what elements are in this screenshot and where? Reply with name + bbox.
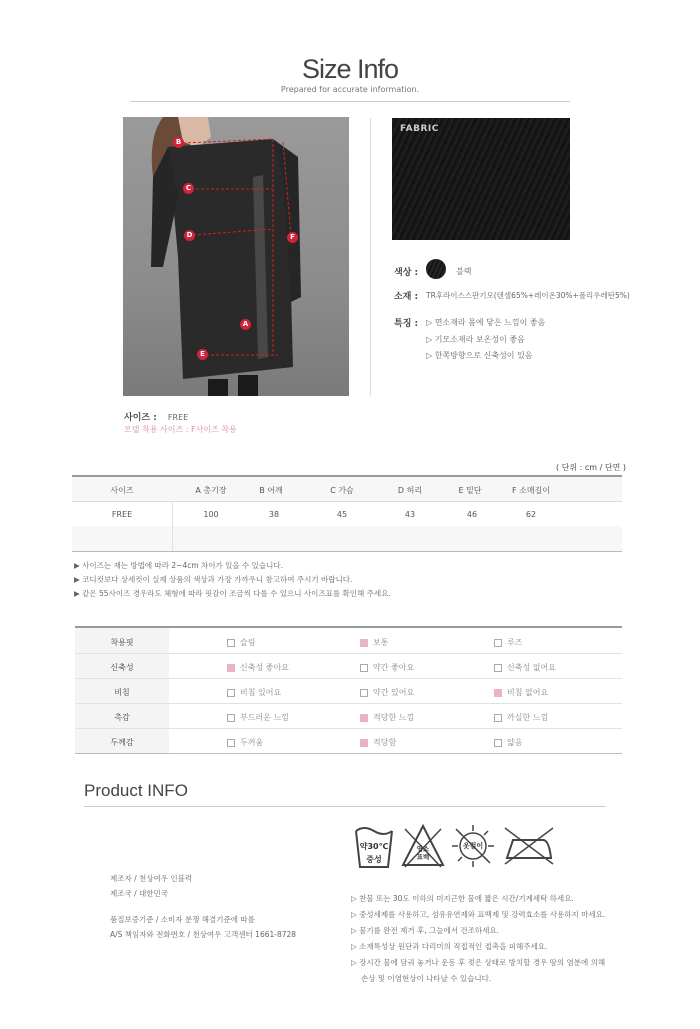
- fit-row-label: 두께감: [110, 738, 134, 747]
- size-header: F 소매길이: [511, 486, 551, 495]
- marker-a: A: [240, 319, 251, 330]
- checkbox-checked[interactable]: [360, 639, 368, 647]
- size-table-col-divider: [172, 501, 173, 551]
- fit-option[interactable]: 까실한 느낌: [494, 712, 548, 723]
- marker-c: C: [183, 183, 194, 194]
- fit-option[interactable]: 보통: [360, 637, 388, 648]
- checkbox-checked[interactable]: [494, 689, 502, 697]
- size-line: [124, 405, 188, 424]
- checkbox[interactable]: [227, 689, 235, 697]
- fit-option[interactable]: 적당한 느낌: [360, 712, 414, 723]
- model-illustration: [123, 117, 349, 396]
- size-header: 사이즈: [110, 486, 134, 495]
- care-note: ▷ 장시간 물에 담궈 놓거나 운동 후 젖은 상태로 방치할 경우 땀의 염분에 의해: [351, 958, 606, 967]
- checkbox-checked[interactable]: [360, 739, 368, 747]
- color-value: 블랙: [456, 267, 472, 276]
- fit-option[interactable]: 비침 없어요: [494, 687, 548, 698]
- size-header: E 밑단: [458, 486, 482, 495]
- product-info-line: 품질보증기준 / 소비자 분쟁 해결기준에 따름: [110, 915, 255, 924]
- fit-option[interactable]: 루즈: [494, 637, 522, 648]
- feature-label: 특징 :: [394, 319, 419, 329]
- note-item: ▶ 사이즈는 재는 방법에 따라 2~4cm 차이가 있을 수 있습니다.: [74, 561, 284, 570]
- no-bleach-icon: [401, 823, 445, 869]
- fit-option[interactable]: 두꺼움: [227, 737, 263, 748]
- checkbox-checked[interactable]: [360, 714, 368, 722]
- fabric-label: FABRIC: [400, 124, 439, 134]
- size-header: D 허리: [397, 486, 423, 495]
- material-value: TR후라이스스판기모(텐셀65%+레이온30%+폴리우레탄5%): [426, 291, 630, 300]
- feature-item: ▷ 면소재라 몸에 닿은 느낌이 좋음: [426, 318, 546, 327]
- care-note: 손상 및 이염현상이 나타날 수 있습니다.: [361, 974, 492, 983]
- size-header: C 가슴: [330, 486, 354, 495]
- size-cell: FREE: [111, 510, 133, 519]
- size-cell: 38: [268, 510, 280, 519]
- fit-row-label: 촉감: [114, 713, 130, 722]
- fit-row-divider: [75, 653, 622, 654]
- fit-option[interactable]: 얇음: [494, 737, 522, 748]
- care-note: ▷ 중성세제를 사용하고, 섬유유연제와 표백제 및 강력효소를 사용하지 마세요.: [351, 910, 606, 919]
- checkbox[interactable]: [360, 664, 368, 672]
- bleach-text: 염소 표백: [416, 845, 430, 861]
- fit-option[interactable]: 비침 있어요: [227, 687, 281, 698]
- checkbox[interactable]: [494, 714, 502, 722]
- product-info-line: 제조국 / 대한민국: [110, 889, 169, 898]
- care-note: ▷ 소재특성상 원단과 다리미의 직접적인 접촉을 피해주세요.: [351, 942, 548, 951]
- fit-row-divider: [75, 678, 622, 679]
- checkbox[interactable]: [360, 689, 368, 697]
- size-table-divider: [72, 501, 622, 502]
- checkbox-checked[interactable]: [227, 664, 235, 672]
- size-table-bottom: [72, 551, 622, 552]
- note-item: ▶ 같은 55사이즈 경우라도 체형에 따라 핏감이 조금씩 다를 수 있으니 사이즈표를 확인해 주세요.: [74, 589, 391, 598]
- product-info-line: 제조자 / 천상여우 인블럭: [110, 874, 193, 883]
- checkbox[interactable]: [227, 714, 235, 722]
- product-info-title: Product INFO: [84, 781, 188, 800]
- color-swatch: [426, 259, 446, 279]
- column-divider: [370, 118, 371, 396]
- size-value: FREE: [167, 413, 189, 422]
- marker-f: F: [287, 232, 298, 243]
- fit-option[interactable]: 부드러운 느낌: [227, 712, 289, 723]
- size-cell: 45: [336, 510, 348, 519]
- size-cell: 43: [404, 510, 416, 519]
- wash-detergent: 중성: [366, 855, 382, 864]
- material-label: 소재 :: [394, 292, 419, 302]
- size-label: 사이즈 :: [124, 413, 157, 423]
- size-table-empty-row: [72, 526, 622, 551]
- size-cell: 100: [203, 510, 219, 519]
- model-note: 모델 착용 사이즈 : F사이즈 착용: [124, 425, 237, 434]
- size-header: A 총기장: [195, 486, 227, 495]
- fit-row-divider: [75, 728, 622, 729]
- fit-option[interactable]: 적당함: [360, 737, 396, 748]
- fit-option[interactable]: 슬림: [227, 637, 255, 648]
- header-divider: [130, 101, 570, 102]
- fit-row-label: 비침: [114, 688, 130, 697]
- size-header: B 어깨: [259, 486, 283, 495]
- checkbox[interactable]: [494, 739, 502, 747]
- checkbox[interactable]: [494, 664, 502, 672]
- page-title: Size Info: [301, 54, 399, 84]
- color-label: 색상 :: [394, 268, 419, 278]
- marker-e: E: [197, 349, 208, 360]
- feature-item: ▷ 한쪽방향으로 신축성이 있음: [426, 351, 533, 360]
- unit-note: ( 단위 : cm / 단면 ): [556, 463, 626, 472]
- checkbox[interactable]: [494, 639, 502, 647]
- checkbox[interactable]: [227, 639, 235, 647]
- fit-row-divider: [75, 703, 622, 704]
- fit-row-label: 착용핏: [110, 638, 134, 647]
- product-info-line: A/S 책임자와 전화번호 / 천상여우 고객센터 1661-8728: [110, 930, 297, 939]
- fit-option[interactable]: 약간 좋아요: [360, 662, 414, 673]
- page-subtitle: Prepared for accurate information.: [280, 85, 420, 94]
- care-note: ▷ 찬물 또는 30도 이하의 미지근한 물에 짧은 시간/기계세탁 하세요.: [351, 894, 574, 903]
- care-note: ▷ 물기를 완전 제거 후, 그늘에서 건조하세요.: [351, 926, 500, 935]
- fabric-swatch: [392, 118, 570, 240]
- fit-row-label: 신축성: [110, 663, 134, 672]
- fit-option[interactable]: 신축성 없어요: [494, 662, 556, 673]
- marker-b: B: [173, 137, 184, 148]
- wash-temp: 약30℃: [359, 842, 389, 851]
- fit-option[interactable]: 약간 있어요: [360, 687, 414, 698]
- feature-item: ▷ 기모소재라 보온성이 좋음: [426, 335, 525, 344]
- marker-d: D: [184, 230, 195, 241]
- size-cell: 46: [466, 510, 478, 519]
- wash-30c-icon: [354, 823, 394, 869]
- dry-text: 옷걸이: [462, 842, 484, 850]
- size-cell: 62: [525, 510, 537, 519]
- checkbox[interactable]: [227, 739, 235, 747]
- no-iron-icon: [503, 826, 555, 866]
- fit-option[interactable]: 신축성 좋아요: [227, 662, 289, 673]
- product-info-divider: [84, 806, 606, 807]
- model-photo: [123, 117, 349, 396]
- note-item: ▶ 코디컷보다 상세컷이 실제 상품의 색상과 가장 가까우니 참고하여 주시기 바랍니다.: [74, 575, 353, 584]
- no-sun-dry-icon: [450, 823, 496, 869]
- fit-table-bottom: [75, 753, 622, 754]
